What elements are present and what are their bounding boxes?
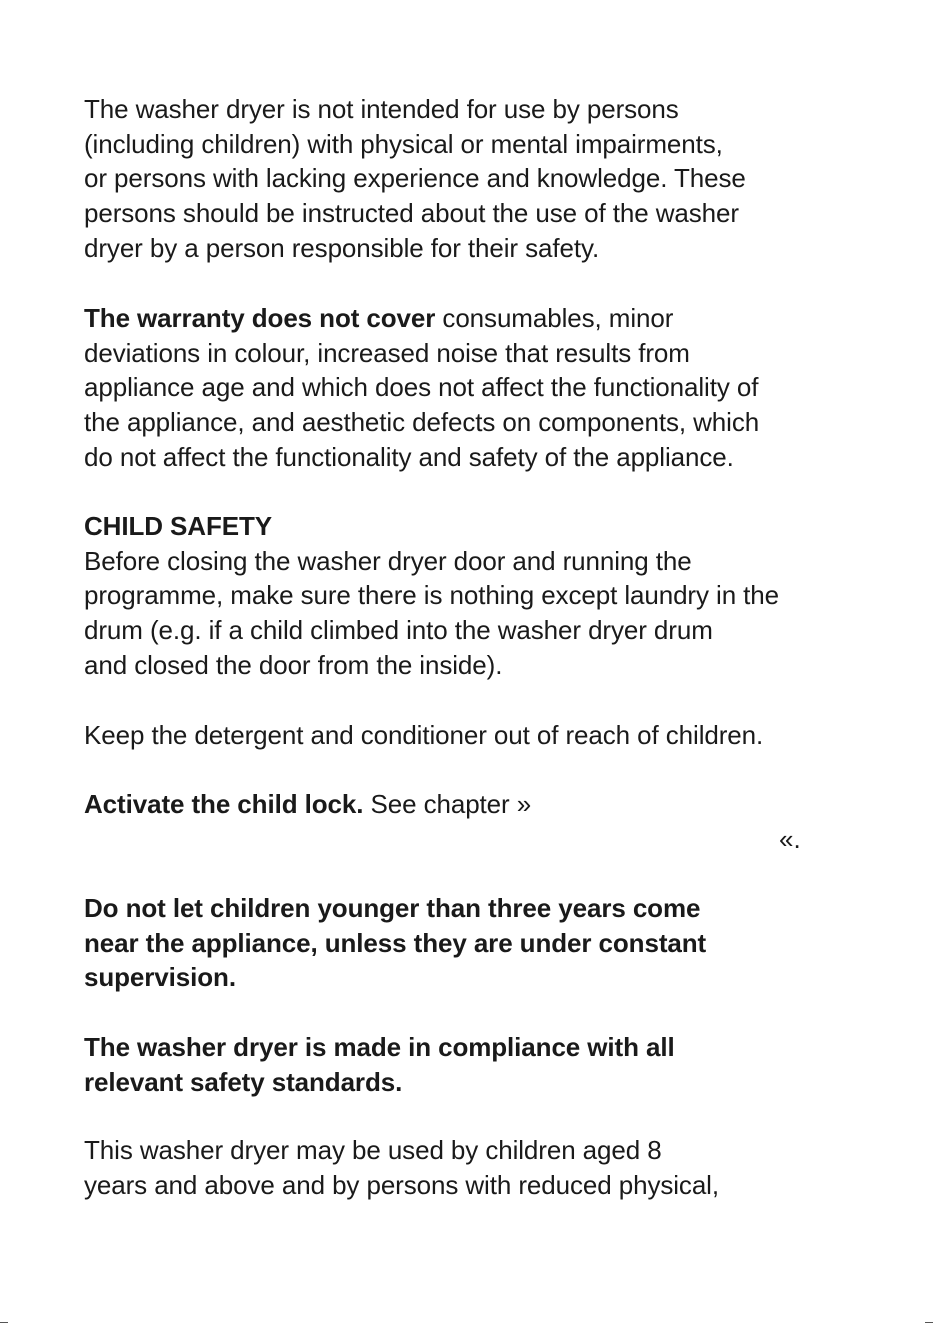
- text-line: and closed the door from the inside).: [84, 649, 503, 680]
- paragraph-detergent: [84, 718, 904, 753]
- text-line: drum (e.g. if a child climbed into the washer dryer drum: [84, 615, 713, 646]
- section-child-safety: [84, 509, 904, 683]
- warranty-emphasis: The warranty does not cover: [84, 303, 436, 333]
- text-line: or persons with lacking experience and knowledge. These: [84, 163, 746, 194]
- text-line: near the appliance, unless they are under constant: [84, 927, 707, 958]
- text-line: (including children) with physical or mental impairments,: [84, 128, 723, 159]
- text-line: deviations in colour, increased noise that results from: [84, 337, 690, 368]
- text-line: This washer dryer may be used by children aged 8: [84, 1135, 662, 1165]
- text-line: [84, 787, 904, 822]
- text-line: Keep the detergent and conditioner out of reach of children.: [84, 720, 764, 750]
- text-line: Do not let children younger than three years come: [84, 893, 701, 923]
- section-heading: CHILD SAFETY: [84, 511, 273, 541]
- paragraph-warranty: [84, 301, 904, 475]
- text-line: the appliance, and aesthetic defects on components, which: [84, 407, 760, 438]
- text-line: persons should be instructed about the use of the washer: [84, 198, 739, 229]
- text-line: The washer dryer is made in compliance with all: [84, 1032, 675, 1062]
- paragraph-compliance: [84, 1030, 904, 1099]
- warranty-lead-rest: consumables, minor: [435, 303, 674, 333]
- text-line: years and above and by persons with reduced physical,: [84, 1169, 719, 1200]
- crop-mark: [0, 1322, 8, 1323]
- text-line: The washer dryer is not intended for use by persons: [84, 94, 679, 124]
- text-line: supervision.: [84, 962, 236, 993]
- text-line: programme, make sure there is nothing except laundry in the: [84, 580, 780, 611]
- paragraph-young-children-warning: [84, 891, 904, 995]
- text-line: appliance age and which does not affect the functionality of: [84, 372, 759, 403]
- text-line: Before closing the washer dryer door and running the: [84, 545, 692, 576]
- child-lock-emphasis: Activate the child lock.: [84, 789, 364, 819]
- crop-mark: [925, 1322, 933, 1323]
- paragraph-permitted-users: [84, 1133, 904, 1202]
- paragraph-intended-use: [84, 92, 904, 266]
- chapter-reference: See chapter »: [363, 789, 532, 819]
- chapter-reference-close: «.: [779, 824, 801, 854]
- paragraph-child-lock: [84, 787, 904, 822]
- text-line: relevant safety standards.: [84, 1066, 403, 1097]
- text-line: dryer by a person responsible for their safety.: [84, 232, 600, 263]
- text-line: [84, 301, 904, 336]
- text-line: do not affect the functionality and safety of the appliance.: [84, 441, 734, 472]
